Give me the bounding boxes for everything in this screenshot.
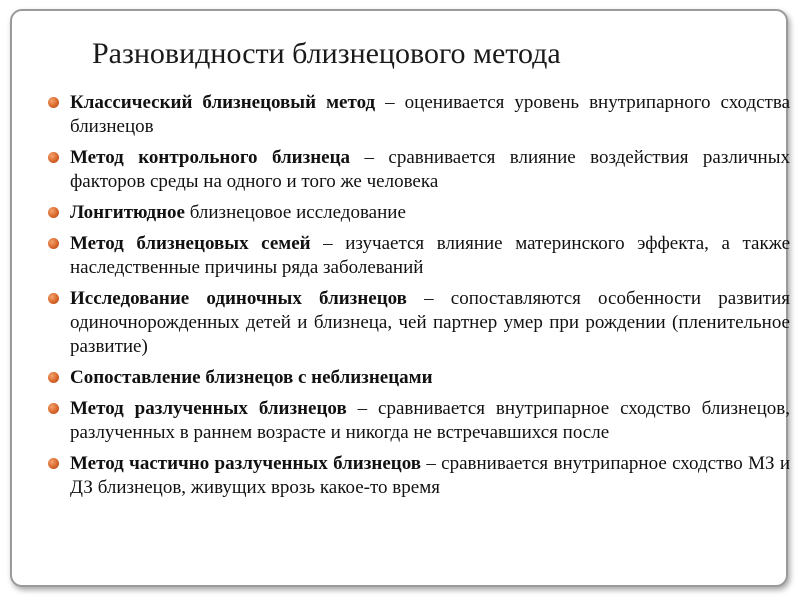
item-text: близнецовое исследование: [184, 202, 406, 223]
bullet-icon: [48, 207, 59, 218]
bullet-icon: [48, 372, 59, 383]
item-text: – сопоставляются особенности развития одиночнорожденных детей и близнеца, чей партнер умер при рождении (пленительное развитие): [70, 288, 791, 357]
bullet-icon: [48, 152, 59, 163]
item-text: – сравнивается влияние воздействия различных факторов среды на одного и того же человека: [70, 147, 790, 192]
item-term: Метод частично разлученных близнецов: [70, 453, 421, 474]
bullet-icon: [48, 238, 59, 249]
list-item: [70, 91, 790, 139]
method-list: [48, 91, 791, 507]
slide-title: Разновидности близнецового метода: [92, 37, 561, 70]
item-term: Метод контрольного близнеца: [70, 147, 351, 168]
item-text: – сравнивается внутрипарное сходство близнецов, разлученных в раннем возрасте и никогда не встречавшихся после: [70, 398, 790, 443]
list-item: [70, 366, 790, 390]
item-term: Исследование одиночных близнецов: [70, 288, 407, 309]
bullet-icon: [48, 293, 59, 304]
list-item: [70, 201, 790, 225]
list-item: [70, 397, 790, 445]
item-text: – изучается влияние материнского эффекта, а также наследственные причины ряда заболеваний: [70, 233, 790, 278]
slide-frame: [10, 9, 791, 587]
item-term: Классический близнецовый метод: [70, 92, 376, 113]
bullet-icon: [48, 458, 59, 469]
item-text: – сравнивается внутрипарное сходство МЗ и ДЗ близнецов, живущих врозь какое-то время: [70, 453, 791, 498]
bullet-icon: [48, 97, 59, 108]
list-item: [70, 146, 790, 194]
list-item: [70, 452, 790, 500]
item-term: Лонгитюдное: [70, 202, 185, 223]
item-term: Метод разлученных близнецов: [70, 398, 347, 419]
bullet-icon: [48, 403, 59, 414]
list-item: [70, 287, 790, 359]
item-text: – оценивается уровень внутрипарного сходства близнецов: [70, 92, 790, 137]
list-item: [70, 232, 790, 280]
item-term: Сопоставление близнецов с неблизнецами: [70, 367, 433, 388]
item-term: Метод близнецовых семей: [70, 233, 311, 254]
